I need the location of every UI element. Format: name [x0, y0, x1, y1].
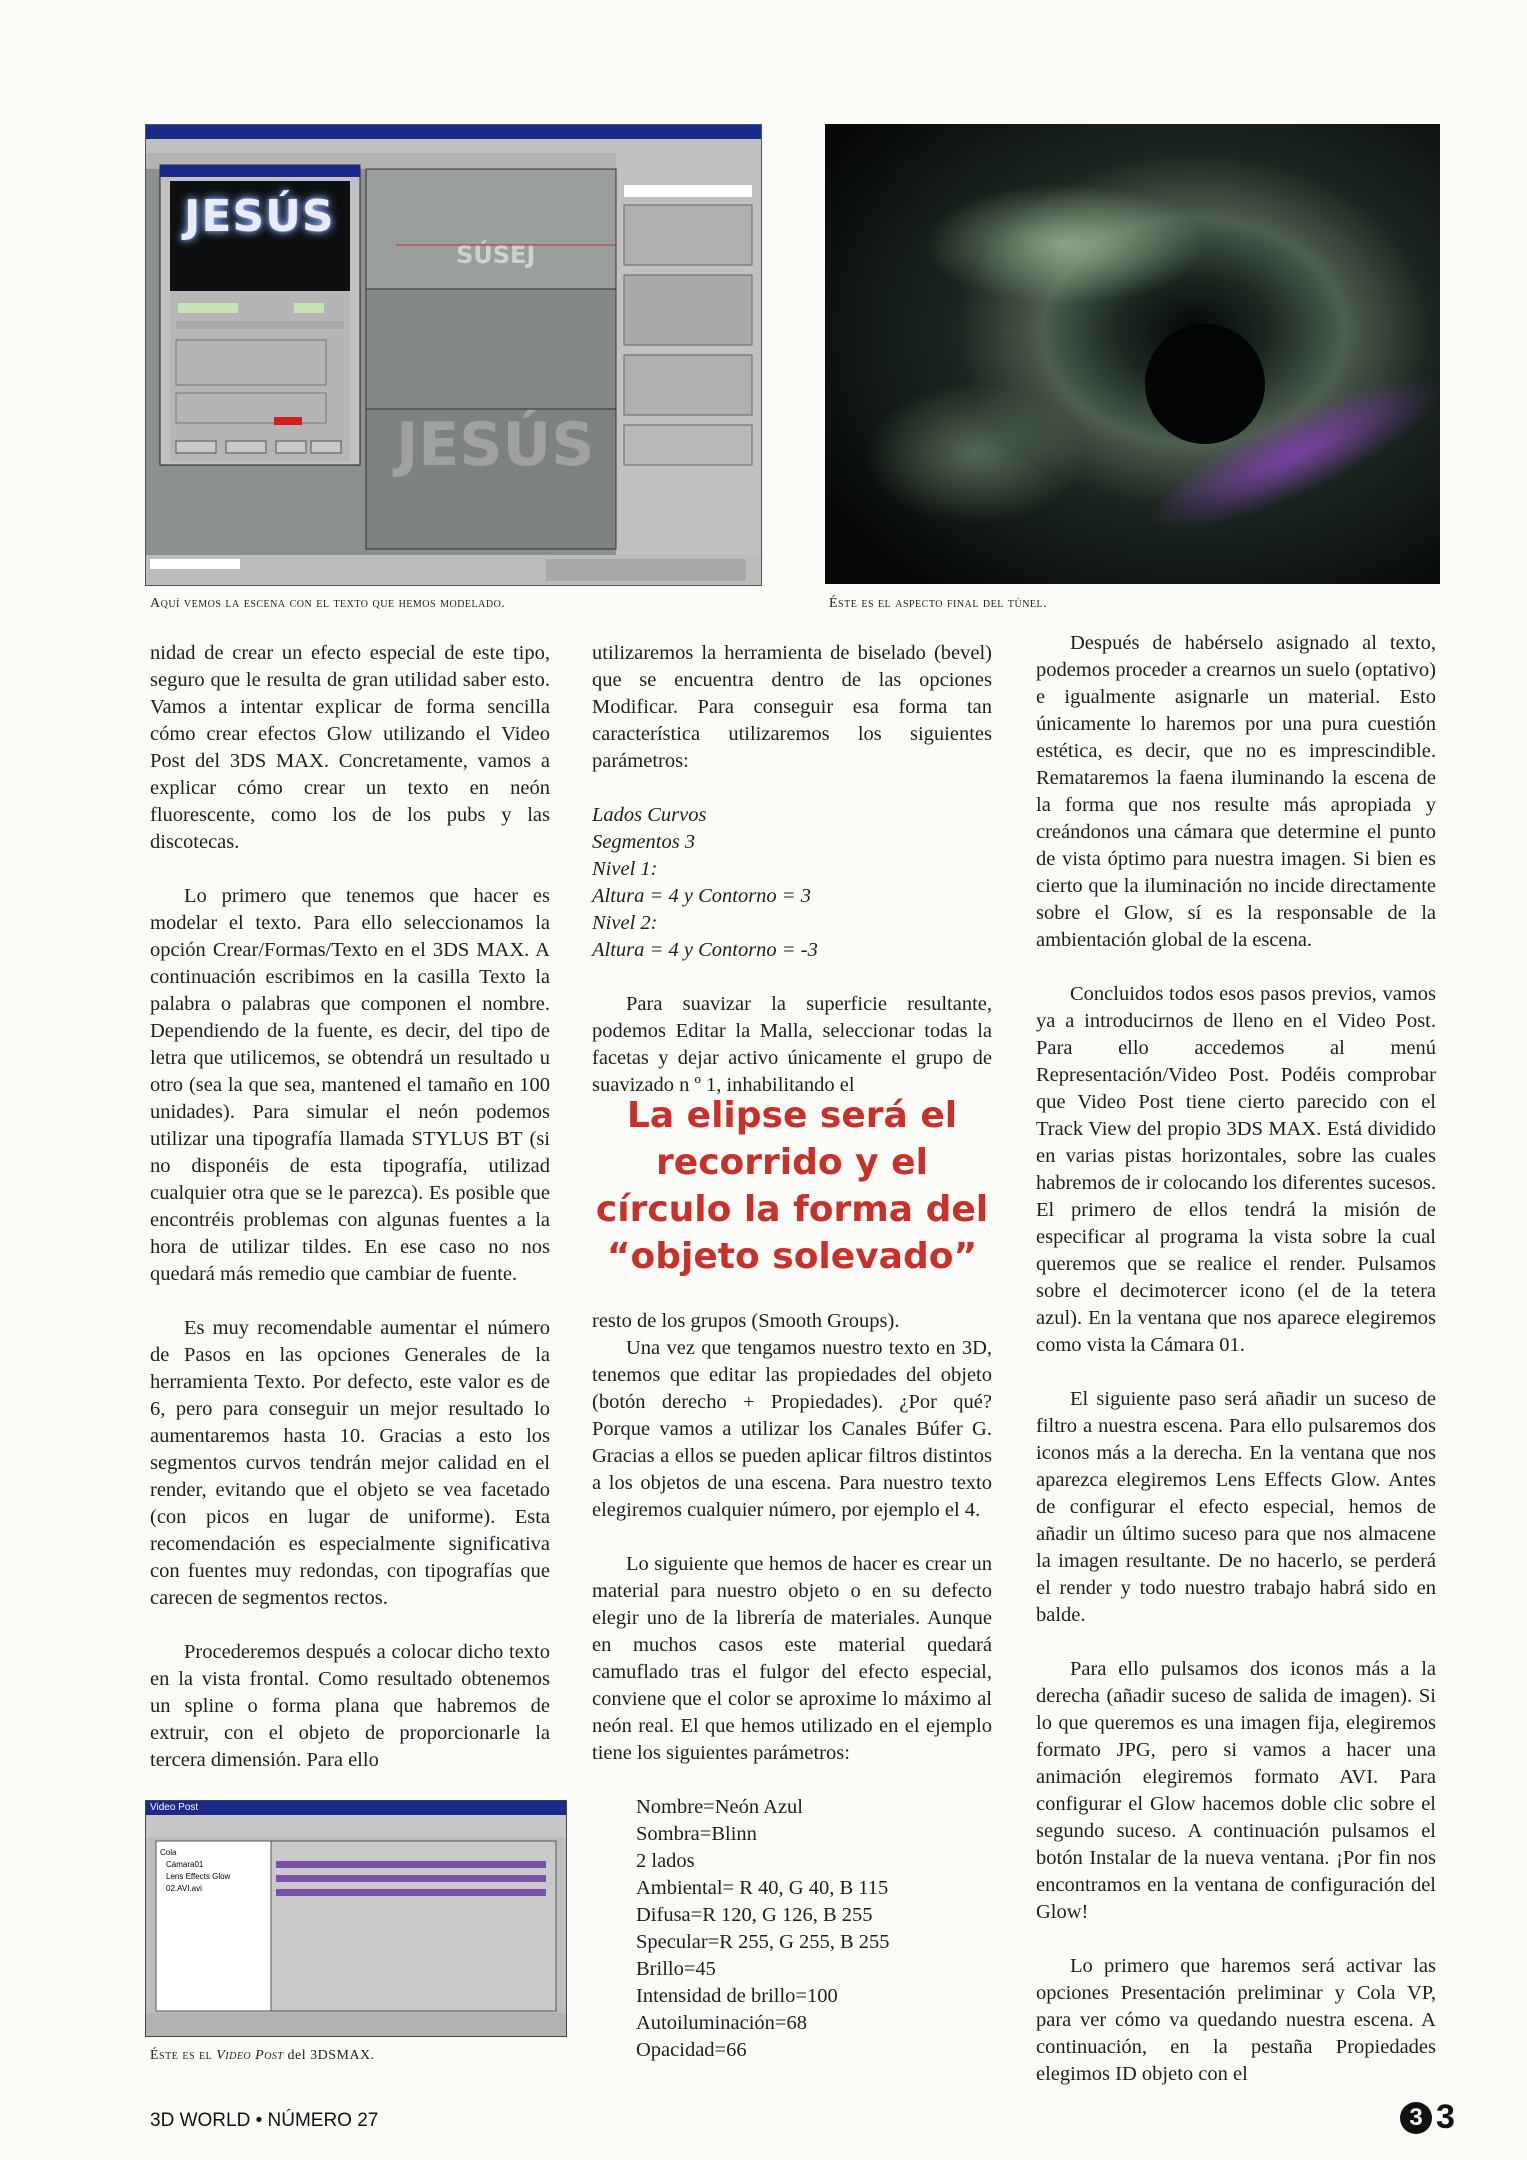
bevel-params — [592, 802, 992, 964]
svg-text:JESÚS: JESÚS — [396, 410, 595, 480]
col3-paragraph: Para ello pulsamos dos iconos más a la derecha (añadir suceso de salida de imagen). Si lo que queremos es una imagen fija, elegiremos formato JPG, pero si vamos a hacer una animación elegiremos formato AVI. Para configurar el Glow hacemos doble clic sobre el segundo suceso. A continuación pulsamos el botón Instalar de la nueva ventana. ¡Por fin nos encontramos en la ventana de configuración del Glow! — [1036, 1658, 1436, 1923]
bevel-param: Nivel 2: — [592, 912, 658, 934]
tree-item[interactable]: Cámara01 — [166, 1860, 204, 1869]
col2-paragraph: Lo siguiente que hemos de hacer es crear un material para nuestro objeto o en su defecto elegir uno de la librería de materiales. Aunque en muchos casos este material quedará camuflado tras el fulgor del efecto especial, conviene que el color se aproxime lo máximo al neón real. El que hemos utilizado en el ejemplo tiene los siguientes parámetros: — [592, 1553, 992, 1764]
video-post-title: Video Post — [150, 1802, 199, 1813]
col3-paragraph: Lo primero que haremos será activar las opciones Presentación preliminar y Cola VP, para ver cómo va quedando nuestra escena. A continuación, en la pestaña Propiedades elegimos ID objeto con el — [1036, 1955, 1436, 2085]
column-2-lower — [592, 1308, 992, 2064]
video-post-graphic — [146, 1801, 566, 2036]
col2-paragraph: resto de los grupos (Smooth Groups). — [592, 1310, 900, 1332]
svg-text:SÚSEJ: SÚSEJ — [456, 241, 536, 269]
column-2 — [592, 640, 992, 1126]
col3-paragraph: Concluidos todos esos pasos previos, vamos ya a introducirnos de lleno en el Video Post. Para ello accedemos al menú Representación/Video Post. Podéis comprobar que Video Post tiene cierto parecido con el Track View del propio 3DS MAX. Está dividido en varias pistas horizontales, sobre las cuales habremos de ir colocando los diferentes sucesos. El primero de ellos tendrá la misión de especificar al programa la vista sobre la cual queremos que se realice el render. Pulsamos sobre el decimotercer icono (el de la tetera azul). En la ventana que nos aparece elegiremos como vista la Cámara 01. — [1036, 983, 1436, 1356]
material-params — [636, 1794, 992, 2064]
material-param: Specular=R 255, G 255, B 255 — [636, 1931, 890, 1953]
col3-paragraph: El siguiente paso será añadir un suceso de filtro a nuestra escena. Para ello pulsaremos dos iconos más a la derecha. En la ventana que nos aparezca elegiremos Lens Effects Glow. Antes de configurar el efecto especial, hemos de añadir un último suceso para que nos almacene la imagen resultante. De no hacerlo, se perderá el render y todo nuestro trabajo habrá sido en balde. — [1036, 1388, 1436, 1626]
page-number — [1400, 2098, 1455, 2137]
material-param: Autoiluminación=68 — [636, 2012, 807, 2034]
bevel-param: Altura = 4 y Contorno = -3 — [592, 939, 818, 961]
material-param: Difusa=R 120, G 126, B 255 — [636, 1904, 873, 1926]
bevel-param: Segmentos 3 — [592, 831, 696, 853]
col1-paragraph: Es muy recomendable aumentar el número de Pasos en las opciones Generales de la herramienta Texto. Por defecto, este valor es de 6, pero para conseguir un mejor resultado lo aumentaremos hasta 10. Gracias a esto los segmentos curvos tendrán mejor calidad en el render, evitando que el objeto se vea facetado (con picos en lugar de uniforme). Esta recomendación es especialmente significativa con fuentes muy redondas, con tipografías que carecen de segmentos rectos. — [150, 1317, 550, 1609]
tree-item[interactable]: Lens Effects Glow — [166, 1872, 231, 1881]
material-param: Nombre=Neón Azul — [636, 1796, 803, 1818]
pull-quote: La elipse será el recorrido y el círculo la forma del “objeto solevado” — [595, 1095, 989, 1277]
bevel-param: Nivel 1: — [592, 858, 658, 880]
col2-paragraph: utilizaremos la herramienta de biselado (bevel) que se encuentra dentro de las opciones Modificar. Para conseguir esa forma tan característica utilizaremos los siguientes parámetros: — [592, 642, 992, 772]
scene-render-title: JESÚS — [184, 191, 335, 242]
bevel-param: Lados Curvos — [592, 804, 707, 826]
page-digit: 3 — [1436, 2098, 1455, 2136]
material-param: Intensidad de brillo=100 — [636, 1985, 838, 2007]
caption-prefix: Éste es el — [150, 2048, 213, 2063]
column-1 — [150, 640, 550, 1801]
scene-caption: Aquí vemos la escena con el texto que hemos modelado. — [150, 596, 506, 611]
video-post-caption — [150, 2048, 375, 2064]
tunnel-render — [825, 124, 1440, 584]
tree-item[interactable]: Cola — [160, 1848, 177, 1857]
material-param: 2 lados — [636, 1850, 695, 1872]
col2-paragraph: Una vez que tengamos nuestro texto en 3D, tenemos que editar las propiedades del objeto (botón derecho + Propiedades). ¿Por qué? Porque vamos a utilizar los Canales Búfer G. Gracias a ellos se pueden aplicar filtros distintos a los objetos de una escena. Para nuestro texto elegiremos cualquier número, por ejemplo el 4. — [592, 1337, 992, 1521]
tunnel-render-graphic — [825, 124, 1440, 584]
magazine-footer: 3D WORLD • NÚMERO 27 — [150, 2110, 379, 2131]
scene-screenshot — [145, 124, 762, 586]
material-param: Sombra=Blinn — [636, 1823, 757, 1845]
tree-item[interactable]: 02.AVI.avi — [166, 1884, 202, 1893]
col2-paragraph: Para suavizar la superficie resultante, podemos Editar la Malla, seleccionar todas la facetas y dejar activo únicamente el grupo de suavizado n º 1, inhabilitando el — [592, 993, 992, 1096]
material-param: Brillo=45 — [636, 1958, 716, 1980]
bevel-param: Altura = 4 y Contorno = 3 — [592, 885, 812, 907]
tunnel-caption: Éste es el aspecto final del túnel. — [829, 596, 1048, 611]
video-post-tree — [160, 1847, 230, 1895]
material-param: Ambiental= R 40, G 40, B 115 — [636, 1877, 889, 1899]
col1-paragraph: nidad de crear un efecto especial de este tipo, seguro que le resulta de gran utilidad saber esto. Vamos a intentar explicar de forma sencilla cómo crear efectos Glow utilizando el Video Post del 3DS MAX. Concretamente, vamos a explicar cómo crear un texto en neón fluorescente, como los de los pubs y las discotecas. — [150, 642, 550, 853]
caption-suffix: del 3DSMAX. — [287, 2048, 375, 2063]
video-post-window — [145, 1800, 567, 2037]
col3-paragraph: Después de habérselo asignado al texto, podemos proceder a crearnos un suelo (optativo) e igualmente asignarle un material. Esto únicamente lo haremos por una pura cuestión estética, es decir, que no es imprescindible. Remataremos la faena iluminando la escena de la forma que nos resulte más apropiada y creándonos una cámara que determine el punto de vista óptimo para nuestra imagen. Si bien es cierto que la iluminación no incide directamente sobre el Glow, sí es la responsable de la ambientación global de la escena. — [1036, 632, 1436, 951]
col1-paragraph: Lo primero que tenemos que hacer es modelar el texto. Para ello seleccionamos la opción Crear/Formas/Texto en el 3DS MAX. A continuación escribimos en la casilla Texto la palabra o palabras que componen el nombre. Dependiendo de la fuente, es decir, del tipo de letra que utilicemos, se obtendrá un resultado u otro (sea la que sea, mantened el tamaño en 100 unidades). Para simular el neón podemos utilizar una tipografía llamada STYLUS BT (si no disponéis de esta tipografía, utilizad cualquier otra que se le parezca). Es posible que encontréis problemas con algunas fuentes a la hora de utilizar tildes. En ese caso no nos quedará más remedio que cambiar de fuente. — [150, 885, 550, 1285]
page-circle: 3 — [1400, 2102, 1432, 2134]
column-3 — [1036, 630, 1436, 2115]
material-param: Opacidad=66 — [636, 2039, 747, 2061]
caption-italic: Video Post — [216, 2048, 284, 2063]
col1-paragraph: Procederemos después a colocar dicho texto en la vista frontal. Como resultado obtenemos un spline o forma plana que habremos de extruir, con el objeto de proporcionarle la tercera dimensión. Para ello — [150, 1641, 550, 1771]
